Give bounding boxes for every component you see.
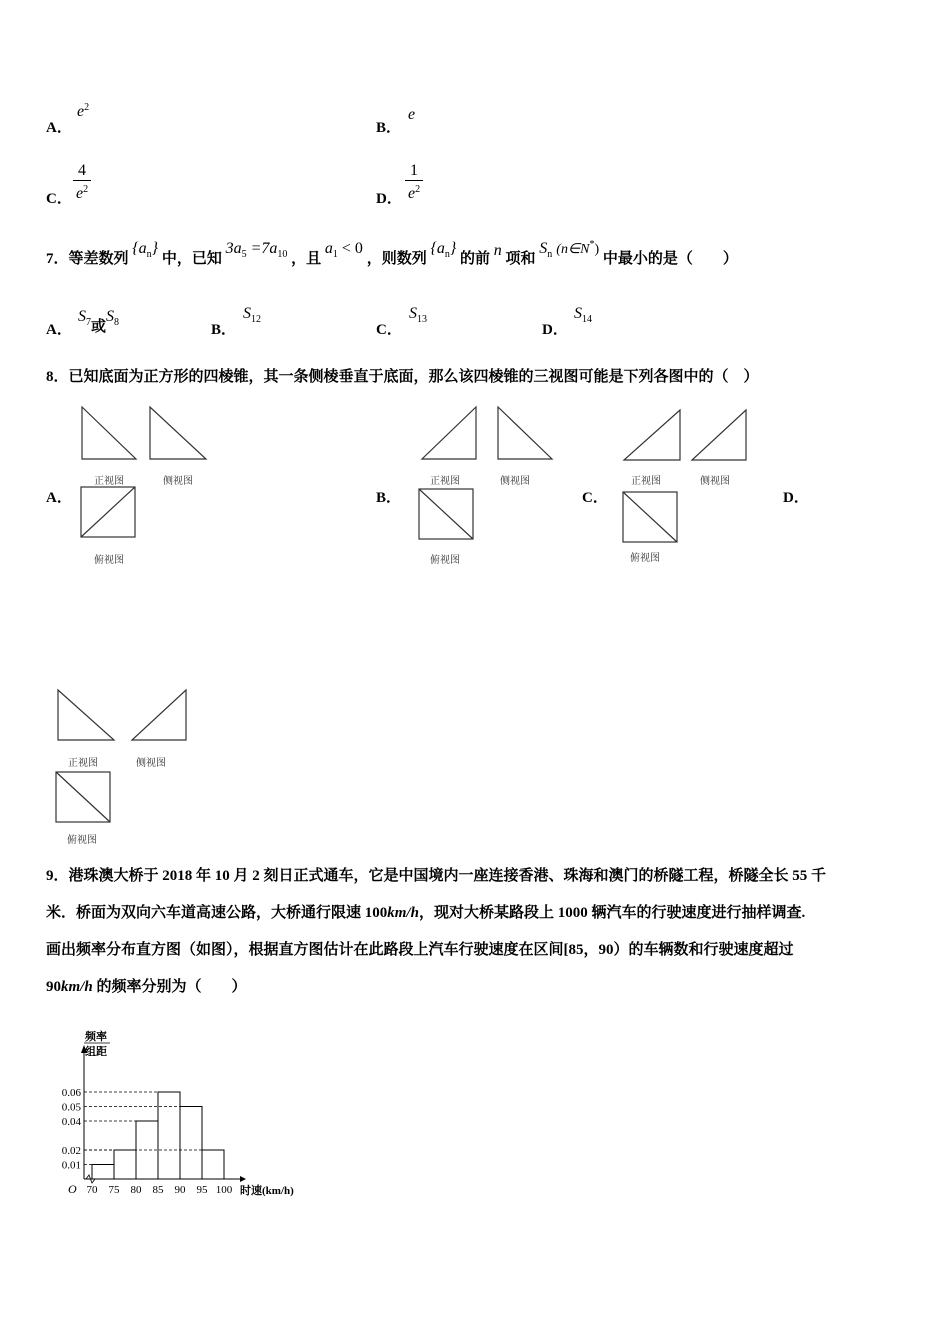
q8-c-side-caption: 侧视图 <box>700 476 730 487</box>
q7-option-c-label: C． <box>376 322 402 338</box>
q7-a-s1-sub: 7 <box>86 317 91 328</box>
q8-c-side-triangle <box>692 410 746 460</box>
q7-cond2-sub: 1 <box>332 249 338 260</box>
q7-d-sub: 14 <box>582 314 592 325</box>
q9-line-4-unit: km/h <box>61 979 93 995</box>
q9-line-4-a: 90 <box>46 979 61 995</box>
y-tick-label-0.05: 0.05 <box>61 1101 81 1114</box>
q8-stem: 8．已知底面为正方形的四棱锥，其一条侧棱垂直于底面，那么该四棱锥的三视图可能是下列各图中的（ ） <box>46 369 759 385</box>
q6-option-b[interactable] <box>376 116 401 137</box>
q7-a-s2-sub: 8 <box>114 317 120 328</box>
q7-option-b-math <box>243 305 261 325</box>
histogram-bar-[95,100) <box>202 1150 224 1179</box>
q7-cond2-a: a <box>324 240 333 257</box>
q8-d-side-caption: 侧视图 <box>136 758 166 769</box>
q7-d-s: S <box>574 305 582 322</box>
q6-option-a-label: A． <box>46 120 72 136</box>
q7-seq-2 <box>430 240 457 260</box>
y-tick-label-0.06: 0.06 <box>61 1087 81 1099</box>
q7-cond-1 <box>225 240 288 260</box>
q6-c-den-exp: 2 <box>83 184 89 195</box>
q8-d-front-caption: 正视图 <box>68 758 98 769</box>
q8-option-a-views <box>78 405 218 570</box>
q9-line-2-unit: km/h <box>387 905 419 921</box>
histogram-bars <box>92 1092 224 1179</box>
q8-b-top-diagonal <box>419 489 473 539</box>
x-tick-label-95: 95 <box>196 1184 208 1196</box>
q6-c-denominator <box>73 180 91 203</box>
q8-c-front-triangle <box>624 410 680 460</box>
q7-seq-sub: n <box>146 249 152 260</box>
q9-line-2-a: 米．桥面为双向六车道高速公路，大桥通行限速 100 <box>46 905 388 921</box>
q8-b-front-triangle <box>422 407 476 459</box>
q8-d-top-diagonal <box>56 772 110 822</box>
q7-option-a[interactable] <box>46 318 72 339</box>
q8-option-a[interactable] <box>46 486 72 507</box>
q7-n: n <box>493 242 502 259</box>
x-tick-label-80: 80 <box>130 1184 142 1196</box>
q7-seq2-sub: n <box>444 249 450 260</box>
x-tick-label-75: 75 <box>108 1184 120 1196</box>
q8-a-side-caption: 侧视图 <box>163 476 193 487</box>
histogram-bar-[75,80) <box>114 1150 136 1179</box>
q8-option-c-views <box>620 408 755 568</box>
q7-a-or: 或 <box>91 319 107 335</box>
q6-option-a[interactable] <box>46 116 72 137</box>
q8-option-b-views <box>416 405 561 570</box>
histogram-bar-[90,95) <box>180 1107 202 1180</box>
q9-line-4 <box>46 969 926 1006</box>
q6-option-b-label: B． <box>376 120 402 136</box>
q7-option-a-math <box>78 305 120 335</box>
q9-line-2 <box>46 895 926 932</box>
q6-option-d-fraction <box>405 162 423 203</box>
q7-text-1: 7．等差数列 <box>46 251 129 267</box>
q8-a-front-triangle <box>82 407 136 459</box>
q7-seq-open: {a <box>132 240 147 257</box>
q7-c-s: S <box>409 305 417 322</box>
q6-option-d[interactable] <box>376 187 402 208</box>
q7-a-s1: S <box>78 308 86 325</box>
y-tick-label-0.02: 0.02 <box>61 1145 81 1157</box>
q8-option-b-label: B． <box>376 490 402 506</box>
histogram-axes <box>81 1045 246 1183</box>
q8-a-front-caption: 正视图 <box>94 476 124 487</box>
q7-cond1-sub1: 5 <box>241 249 247 260</box>
x-axis-arrow <box>240 1176 246 1182</box>
q8-d-top-caption: 俯视图 <box>67 835 97 846</box>
q7-sn-sub: n <box>547 249 553 260</box>
q6-option-b-math <box>408 106 415 124</box>
x-tick-label-90: 90 <box>174 1184 186 1196</box>
q7-cond-2 <box>324 240 363 260</box>
q8-b-front-caption: 正视图 <box>430 476 460 487</box>
q6-option-c-fraction <box>73 162 91 203</box>
q8-option-d-label: D． <box>783 490 809 506</box>
q8-option-d[interactable] <box>783 486 809 507</box>
histogram-x-ticks <box>87 1184 233 1196</box>
y-tick-label-0.04: 0.04 <box>61 1116 81 1128</box>
histogram-labels <box>68 1029 294 1197</box>
q7-sn <box>539 239 600 260</box>
histogram-y-ticks <box>62 1087 82 1172</box>
q7-option-b-label: B． <box>211 322 237 338</box>
q6-d-den-base: e <box>408 185 416 202</box>
q7-text-6: 项和 <box>505 251 536 267</box>
q7-b-sub: 12 <box>251 314 261 325</box>
q7-cond1-mid: =7a <box>246 240 278 257</box>
q8-option-c[interactable] <box>582 486 608 507</box>
q7-sn-base: S <box>539 240 548 257</box>
q9-line-3: 画出频率分布直方图（如图），根据直方图估计在此路段上汽车行驶速度在区间[85，90）的车辆数和行驶速度超过 <box>46 942 794 958</box>
q8-c-front-caption: 正视图 <box>631 476 661 487</box>
q7-option-a-label: A． <box>46 322 72 338</box>
y-label-denominator: 组距 <box>85 1046 107 1058</box>
q6-c-numerator: 4 <box>78 162 87 179</box>
q7-c-sub: 13 <box>417 314 427 325</box>
y-label-numerator: 频率 <box>85 1031 107 1043</box>
q7-option-d[interactable] <box>542 318 568 339</box>
q7-seq-close: } <box>151 240 159 257</box>
y-tick-label-0.01: 0.01 <box>61 1159 81 1172</box>
q7-text-2: 中，已知 <box>161 251 222 267</box>
q6-b-base: e <box>408 106 416 123</box>
x-tick-label-85: 85 <box>152 1184 164 1196</box>
q7-seq2-open: {a <box>430 240 445 257</box>
q8-b-side-triangle <box>498 407 552 459</box>
histogram-bar-[70,75) <box>92 1165 114 1180</box>
q7-sn-close: ) <box>594 242 600 257</box>
q7-cond1-pre: 3a <box>225 240 242 257</box>
x-tick-label-70: 70 <box>86 1184 98 1196</box>
q7-option-c[interactable] <box>376 318 402 339</box>
q7-sn-star: * <box>589 239 595 250</box>
q7-a-s2: S <box>106 308 115 325</box>
q7-option-c-math <box>409 305 427 325</box>
q7-seq2-close: } <box>449 240 457 257</box>
q7-text-5: 的前 <box>460 251 491 267</box>
q6-d-den-exp: 2 <box>415 184 421 195</box>
q8-c-top-diagonal <box>623 492 677 542</box>
q6-option-a-math <box>77 102 89 121</box>
q7-sn-cond: (n∈N <box>556 242 590 257</box>
q7-option-d-label: D． <box>542 322 568 338</box>
q9-line-4-b: 的频率分别为（ ） <box>92 979 247 995</box>
q9-line-2-b: ，现对大桥某路段上 1000 辆汽车的行驶速度进行抽样调查. <box>418 905 806 921</box>
q8-b-top-caption: 俯视图 <box>430 555 460 566</box>
q7-option-d-math <box>574 305 592 325</box>
q8-d-side-triangle <box>132 690 186 740</box>
q8-a-side-triangle <box>150 407 206 459</box>
q6-d-denominator <box>405 180 423 203</box>
q7-text-7: 中最小的是（ ） <box>602 251 738 267</box>
q7-option-b[interactable] <box>211 318 236 339</box>
histogram-guides <box>84 1092 202 1165</box>
q7-cond2-rest: < 0 <box>337 240 363 257</box>
q6-d-numerator: 1 <box>410 162 419 179</box>
q8-option-a-label: A． <box>46 490 72 506</box>
x-tick-label-100: 100 <box>215 1184 233 1196</box>
q8-option-c-label: C． <box>582 490 608 506</box>
q8-a-top-diagonal <box>81 487 135 537</box>
q9-histogram <box>40 1025 320 1210</box>
q8-b-side-caption: 侧视图 <box>500 476 530 487</box>
q6-option-c[interactable] <box>46 187 72 208</box>
q8-option-b[interactable] <box>376 486 401 507</box>
q9-stem <box>46 858 926 1006</box>
q6-option-c-label: C． <box>46 191 72 207</box>
q8-d-front-triangle <box>58 690 114 740</box>
q6-option-d-label: D． <box>376 191 402 207</box>
q7-cond1-sub2: 10 <box>277 249 288 260</box>
q7-seq-1 <box>132 240 159 260</box>
histogram-bar-[85,90) <box>158 1092 180 1179</box>
q6-a-base: e <box>77 103 85 120</box>
q8-c-top-caption: 俯视图 <box>630 553 660 564</box>
origin-label: O <box>68 1182 77 1196</box>
q7-text-3: ，且 <box>291 251 322 267</box>
q7-stem <box>46 239 738 270</box>
x-axis-label: 时速(km/h) <box>240 1185 294 1197</box>
q7-b-s: S <box>243 305 251 322</box>
q6-c-den-base: e <box>76 185 84 202</box>
q8-a-top-caption: 俯视图 <box>94 555 124 566</box>
q9-line-1: 9．港珠澳大桥于 2018 年 10 月 2 刻日正式通车，它是中国境内一座连接香港、珠海和澳门的桥隧工程，桥隧全长 55 千 <box>46 868 827 884</box>
q6-a-exp: 2 <box>84 102 90 113</box>
q7-text-4: ，则数列 <box>366 251 427 267</box>
